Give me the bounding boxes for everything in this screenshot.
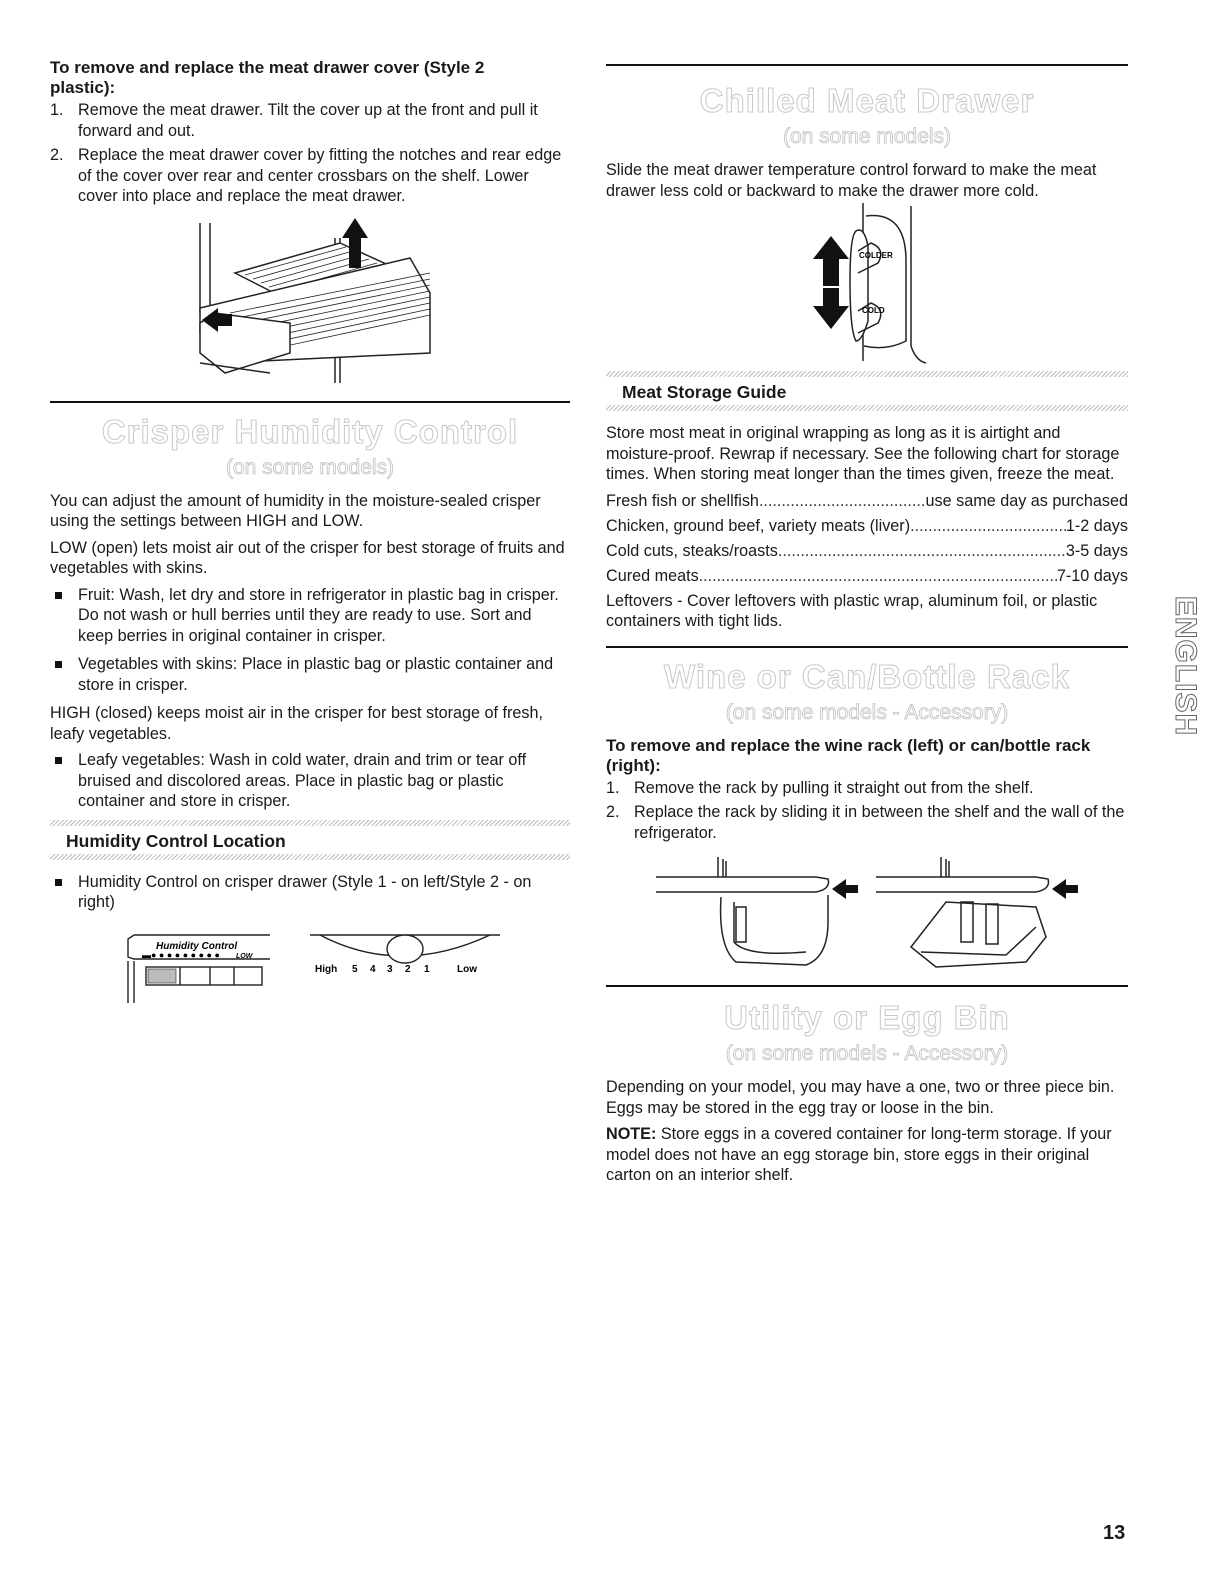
scale-2: 2 — [405, 963, 411, 975]
colder-label: COLDER — [859, 251, 893, 260]
meat-drawer-temperature-illustration — [606, 201, 1128, 371]
cold-label: COLD — [862, 306, 885, 315]
utility-bin-note: NOTE: Store eggs in a covered container for long-term storage. If your model does not have an egg storage bin, store eggs in their original carton on an interior shelf. — [606, 1125, 1112, 1184]
left-column — [50, 58, 570, 1007]
utility-bin-title: Utility or Egg Bin — [724, 999, 1010, 1036]
bullet-humidity-location: Humidity Control on crisper drawer (Style 1 - on left/Style 2 - on right) — [50, 872, 570, 913]
meat-cover-heading: To remove and replace the meat drawer cover (Style 2 plastic): — [50, 58, 485, 97]
crisper-subtitle: (on some models) — [225, 455, 395, 479]
scale-5: 5 — [352, 963, 358, 975]
humidity-location-bullets — [50, 872, 570, 913]
crisper-high-text: HIGH (closed) keeps moist air in the crisper for best storage of fresh, leafy vegetables. — [50, 704, 544, 743]
wine-rack-step-2: 2. Replace the rack by sliding it in between the shelf and the wall of the refrigerator. — [606, 803, 1125, 842]
bullet-fruit: Fruit: Wash, let dry and store in refrigerator in plastic bag in crisper. Do not wash or hull berries until they are ready to use. Sort and keep berries in original container in crisper. — [50, 585, 570, 647]
crisper-title: Crisper Humidity Control — [101, 412, 519, 450]
language-tab-label: ENGLISH — [1169, 595, 1202, 737]
utility-bin-text: Depending on your model, you may have a one, two or three piece bin. Eggs may be stored in the egg tray or loose in the bin. — [606, 1078, 1115, 1117]
chilled-subtitle: (on some models) — [782, 125, 952, 148]
right-column — [606, 64, 1128, 1186]
wine-rack-illustration — [606, 847, 1128, 977]
leftovers-text: Leftovers - Cover leftovers with plastic wrap, aluminum foil, or plastic containers with tight lids. — [606, 591, 1098, 630]
humidity-control-illustration — [50, 917, 570, 1007]
utility-bin-subtitle: (on some models - Accessory) — [725, 1042, 1009, 1065]
up-arrow-icon — [813, 236, 849, 286]
storage-row: Cured meats ..... 7-10 days — [606, 564, 1128, 589]
crisper-low-text: LOW (open) lets moist air out of the crisper for best storage of fruits and vegetables with skins. — [50, 538, 565, 577]
humidity-control-low: LOW — [236, 952, 253, 960]
humidity-location-heading: Humidity Control Location — [66, 830, 286, 851]
humidity-control-dots: ▬● ● ● ● ● ● ● ● ● — [142, 949, 220, 960]
meat-cover-steps — [50, 100, 570, 207]
scale-high: High — [315, 963, 338, 975]
chilled-text: Slide the meat drawer temperature control forward to make the meat drawer less cold or backward to make the drawer more cold. — [606, 161, 1097, 200]
hatch-rule — [606, 405, 1128, 411]
scale-4: 4 — [370, 963, 376, 975]
hatch-rule — [50, 854, 570, 860]
storage-row: Chicken, ground beef, variety meats (liver) ..... 1-2 days — [606, 514, 1128, 539]
left-arrow-icon — [832, 879, 858, 899]
scale-3: 3 — [387, 963, 393, 975]
wine-rack-step-1: 1. Remove the rack by pulling it straight out from the shelf. — [606, 778, 1034, 797]
crisper-low-bullets — [50, 585, 570, 696]
crisper-intro: You can adjust the amount of humidity in the moisture-sealed crisper using the settings between HIGH and LOW. — [50, 491, 541, 530]
bullet-vegetables-skins: Vegetables with skins: Place in plastic bag or plastic container and store in crisper. — [50, 654, 570, 695]
wine-rack-steps — [606, 778, 1128, 844]
storage-row: Cold cuts, steaks/roasts ..... 3-5 days — [606, 539, 1128, 564]
meat-cover-step-1: 1. Remove the meat drawer. Tilt the cover up at the front and pull it forward and out. — [50, 101, 538, 140]
chilled-title: Chilled Meat Drawer — [699, 82, 1035, 119]
meat-cover-step-2: 2. Replace the meat drawer cover by fitting the notches and rear edge of the cover over rear and center crossbars on the shelf. Lower cover into place and replace the meat drawer. — [50, 146, 562, 205]
down-arrow-icon — [813, 288, 849, 329]
humidity-control-label: Humidity Control — [156, 940, 238, 952]
wine-rack-subtitle: (on some models - Accessory) — [725, 700, 1009, 724]
scale-low: Low — [457, 963, 477, 975]
meat-drawer-cover-illustration — [50, 213, 570, 393]
crisper-high-bullets — [50, 750, 570, 812]
bullet-leafy: Leafy vegetables: Wash in cold water, drain and trim or tear off bruised and discolored areas. Place in plastic bag or plastic container and store in crisper. — [50, 750, 570, 812]
wine-rack-title: Wine or Can/Bottle Rack — [664, 657, 1070, 695]
divider — [606, 646, 1128, 648]
storage-row: Fresh fish or shellfish ..... use same day as purchased — [606, 489, 1128, 514]
divider — [606, 64, 1128, 66]
meat-storage-heading: Meat Storage Guide — [622, 382, 787, 402]
storage-intro: Store most meat in original wrapping as long as it is airtight and moisture-proof. Rewrap if necessary. See the following chart for storage times. When storing meat longer than the times given, freeze the meat. — [606, 424, 1120, 483]
wine-rack-heading: To remove and replace the wine rack (left) or can/bottle rack (right): — [606, 735, 1091, 775]
left-arrow-icon — [1052, 879, 1078, 899]
storage-chart — [606, 489, 1128, 589]
page-number: 13 — [1103, 1522, 1126, 1544]
divider — [606, 985, 1128, 987]
divider — [50, 401, 570, 403]
scale-1: 1 — [424, 963, 430, 975]
language-tab — [1150, 568, 1202, 764]
